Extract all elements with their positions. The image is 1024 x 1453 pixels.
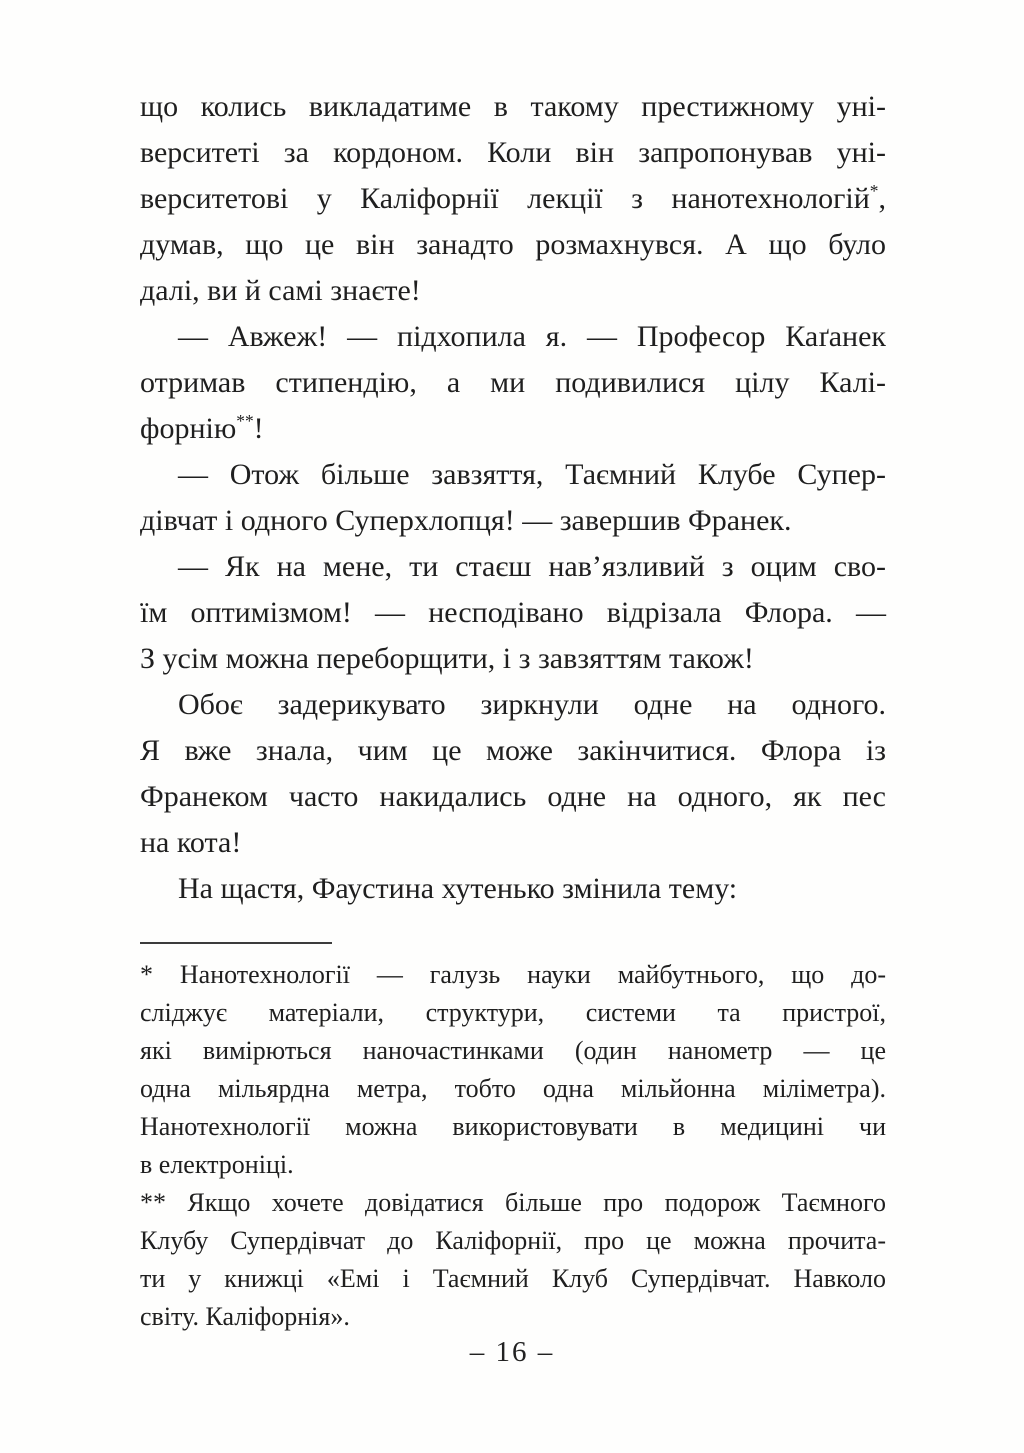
footnote-reference-marker: * <box>869 181 879 201</box>
text-line: — Авжеж! — підхопила я. — Професор Каґанек <box>178 320 886 353</box>
text-line: верситеті за кордоном. Коли він запропонував уні- <box>140 136 886 169</box>
footnotes <box>140 956 886 1336</box>
footnote-line: сліджує матеріали, структури, системи та пристрої, <box>140 998 886 1027</box>
footnote-line: одна мільярдна метра, тобто одна мільйонна міліметра). <box>140 1074 886 1103</box>
footnote-separator <box>140 942 332 944</box>
text-line: З усім можна переборщити, і з завзяттям також! <box>140 642 754 675</box>
text-line: їм оптимізмом! — несподівано відрізала Флора. — <box>140 596 886 629</box>
text-line: — Отож більше завзяття, Таємний Клубе Супер- <box>178 458 886 491</box>
text-line: на кота! <box>140 826 242 859</box>
paragraph <box>140 314 886 452</box>
paragraph <box>140 866 886 912</box>
footnote-line: ** Якщо хочете довідатися більше про подорож Таємного <box>140 1188 886 1217</box>
paragraph <box>140 544 886 682</box>
text-line: отримав стипендію, а ми подивилися цілу Калі- <box>140 366 886 399</box>
page-number: – 16 – <box>469 1336 555 1368</box>
footnote-line: які вимірються наночастинками (один нанометр — це <box>140 1036 886 1065</box>
paragraph <box>140 682 886 866</box>
footnote <box>140 956 886 1184</box>
footnote-line: Клубу Супердівчат до Каліфорнії, про це можна прочита- <box>140 1226 886 1255</box>
footnote-reference-marker: ** <box>236 411 254 431</box>
footnote <box>140 1184 886 1336</box>
paragraph <box>140 452 886 544</box>
footnote-line: світу. Каліфорнія». <box>140 1302 350 1331</box>
text-column <box>140 84 886 1336</box>
text-line: Обоє задерикувато зиркнули одне на одного. <box>178 688 886 721</box>
paragraph <box>140 84 886 314</box>
text-line: форнію**! <box>140 411 264 445</box>
body-text <box>140 84 886 912</box>
text-line: Франеком часто накидались одне на одного, як пес <box>140 780 886 813</box>
text-line: думав, що це він занадто розмахнувся. А що було <box>140 228 886 261</box>
footnote-line: в електроніці. <box>140 1150 294 1179</box>
text-line: дівчат і одного Суперхлопця! — завершив Франек. <box>140 504 792 537</box>
text-line: — Як на мене, ти стаєш нав’язливий з оцим сво- <box>178 550 886 583</box>
text-line: далі, ви й самі знаєте! <box>140 274 421 307</box>
text-line: Я вже знала, чим це може закінчитися. Флора із <box>140 734 886 767</box>
footnote-line: ти у книжці «Емі і Таємний Клуб Супердівчат. Навколо <box>140 1264 886 1293</box>
footnote-line: Нанотехнології можна використовувати в медицині чи <box>140 1112 886 1141</box>
text-line: що колись викладатиме в такому престижному уні- <box>140 90 886 123</box>
text-line: верситетові у Каліфорнії лекції з нанотехнологій*, <box>140 181 886 215</box>
footnote-line: * Нанотехнології — галузь науки майбутнього, що до- <box>140 960 886 989</box>
text-line: На щастя, Фаустина хутенько змінила тему: <box>178 872 738 905</box>
